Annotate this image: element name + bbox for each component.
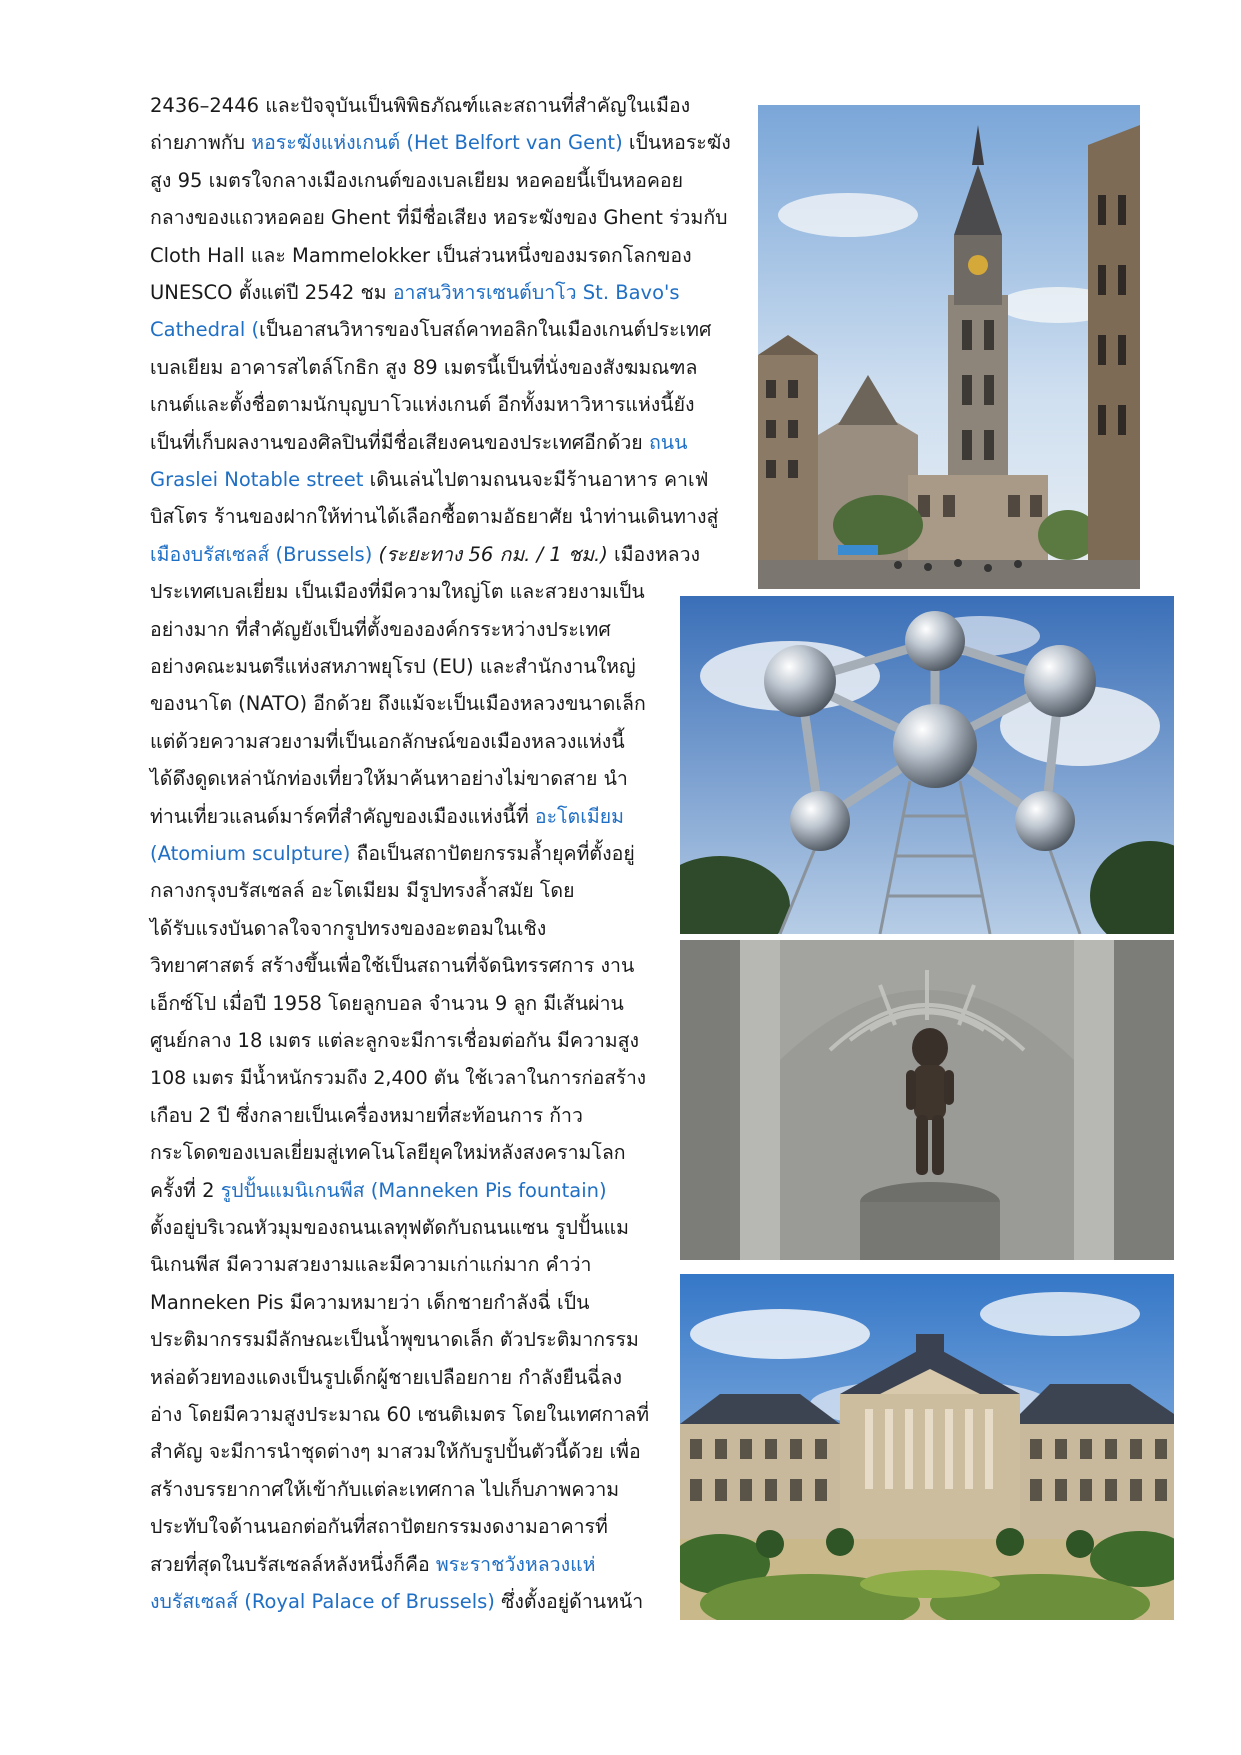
text-line <box>150 1291 650 1315</box>
text-run: แต่ด้วยความสวยงามที่เป็นเอกลักษณ์ของเมืองหลวงแห่งนี้ <box>150 729 625 753</box>
text-run: เป็นอาสนวิหารของโบสถ์คาทอลิกในเมืองเกนต์ประเทศ <box>259 318 712 342</box>
place-link[interactable]: Cathedral ( <box>150 318 260 342</box>
text-line <box>150 1515 650 1539</box>
text-run: วิทยาศาสตร์ สร้างขึ้นเพื่อใช้เป็นสถานที่จัดนิทรรศการ งาน <box>150 954 635 978</box>
ghent-belfry-photo <box>758 105 1140 589</box>
text-line <box>150 805 650 829</box>
text-run: ซึ่งตั้งอยู่ด้านหน้า <box>494 1590 644 1613</box>
text-run: หล่อด้วยทองแดงเป็นรูปเด็กผู้ชายเปลือยกาย กำลังยืนฉี่ลง <box>150 1365 623 1389</box>
text-line <box>150 1553 650 1577</box>
place-link[interactable]: งบรัสเซลส์ (Royal Palace of Brussels) <box>150 1590 495 1613</box>
text-run: ได้ดึงดูดเหล่านักท่องเที่ยวให้มาค้นหาอย่างไม่ขาดสาย นำ <box>150 767 628 791</box>
place-link[interactable]: เมืองบรัสเซลส์ (Brussels) <box>150 542 373 566</box>
text-line <box>150 1403 650 1427</box>
text-run: 108 เมตร มีน้ำหนักรวมถึง 2,400 ตัน ใช้เวลาในการก่อสร้าง <box>150 1067 647 1090</box>
text-run: เมืองหลวง <box>607 542 701 566</box>
place-link[interactable]: Graslei Notable street <box>150 468 364 491</box>
text-line <box>150 505 732 529</box>
text-line <box>150 1029 650 1053</box>
atomium-photo <box>680 596 1174 934</box>
text-line <box>150 1253 650 1277</box>
text-run: ศูนย์กลาง 18 เมตร แต่ละลูกจะมีการเชื่อมต่อกัน มีความสูง <box>150 1029 640 1052</box>
place-link[interactable]: ถนน <box>648 430 688 454</box>
text-run: ถ่ายภาพกับ <box>150 131 252 155</box>
text-line <box>150 842 650 866</box>
text-line <box>150 1216 650 1240</box>
text-line <box>150 1590 650 1614</box>
text-run: อย่างคณะมนตรีแห่งสหภาพยุโรป (EU) และสำนักงานใหญ่ <box>150 655 636 678</box>
text-line <box>150 393 732 417</box>
text-run: เป็นหอระฆัง <box>622 131 731 155</box>
text-run: ครั้งที่ 2 <box>150 1178 221 1202</box>
text-line <box>150 206 732 230</box>
text-line <box>150 580 650 604</box>
text-line <box>150 1366 650 1390</box>
text-line <box>150 1478 650 1502</box>
text-line <box>150 1104 650 1128</box>
text-run: สูง 95 เมตรใจกลางเมืองเกนต์ของเบลเยียม หอคอยนี้เป็นหอคอย <box>150 168 684 192</box>
text-line <box>150 917 650 941</box>
text-run: UNESCO ตั้งแต่ปี 2542 ชม <box>150 281 393 304</box>
text-line <box>150 1440 650 1464</box>
text-line <box>150 767 650 791</box>
text-run: สวยที่สุดในบรัสเซลล์หลังหนึ่งก็คือ <box>150 1552 436 1576</box>
text-run: 2436–2446 และปัจจุบันเป็นพิพิธภัณฑ์และสถานที่สำคัญในเมือง <box>150 94 691 117</box>
text-line <box>150 281 732 305</box>
text-run: กลางกรุงบรัสเซลล์ อะโตเมียม มีรูปทรงล้ำสมัย โดย <box>150 879 575 903</box>
text-run: ประเทศเบลเยี่ยม เป็นเมืองที่มีความใหญ่โต และสวยงามเป็น <box>150 580 645 604</box>
text-run: เอ็กซ์โป เมื่อปี 1958 โดยลูกบอล จำนวน 9 ลูก มีเส้นผ่าน <box>150 991 624 1015</box>
text-line <box>150 1066 650 1090</box>
text-run: อ่าง โดยมีความสูงประมาณ 60 เซนติเมตร โดยในเทศกาลที่ <box>150 1403 650 1426</box>
place-link[interactable]: พระราชวังหลวงแห่ <box>435 1552 596 1576</box>
text-line <box>150 618 650 642</box>
text-run: ตั้งอยู่บริเวณหัวมุมของถนนเลทุฟตัดกับถนนแซน รูปปั้นแม <box>150 1216 629 1239</box>
place-link[interactable]: อาสนวิหารเซนต์บาโว St. Bavo's <box>392 281 680 304</box>
text-run: ประทับใจด้านนอกต่อกันที่สถาปัตยกรรมงดงามอาคารที่ <box>150 1515 608 1539</box>
text-run: อย่างมาก ที่สำคัญยังเป็นที่ตั้งขององค์กรระหว่างประเทศ <box>150 617 611 641</box>
text-line <box>150 879 650 903</box>
text-line <box>150 468 732 492</box>
text-run: นิเกนพีส มีความสวยงามและมีความเก่าแก่มาก คำว่า <box>150 1253 592 1277</box>
text-run: เดินเล่นไปตามถนนจะมีร้านอาหาร คาเฟ่ <box>363 468 709 491</box>
manneken-pis-photo <box>680 940 1174 1260</box>
text-line <box>150 692 650 716</box>
text-run: บิสโตร ร้านของฝากให้ท่านได้เลือกซื้อตามอัธยาศัย นำท่านเดินทางสู่ <box>150 505 719 529</box>
text-run: กลางของแถวหอคอย Ghent ที่มีชื่อเสียง หอระฆังของ Ghent ร่วมกับ <box>150 206 728 230</box>
text-run: ท่านเที่ยวแลนด์มาร์คที่สำคัญของเมืองแห่งนี้ที่ <box>150 804 535 828</box>
text-line <box>150 131 732 155</box>
text-run: สร้างบรรยากาศให้เข้ากับแต่ละเทศกาล ไปเก็บภาพความ <box>150 1477 620 1501</box>
text-run: เกนต์และตั้งชื่อตามนักบุญบาโวแห่งเกนต์ อีกทั้งมหาวิหารแห่งนี้ยัง <box>150 393 695 417</box>
text-run: ประติมากรรมมีลักษณะเป็นน้ำพุขนาดเล็ก ตัวประติมากรรม <box>150 1328 639 1352</box>
text-run: ของนาโต (NATO) อีกด้วย ถึงแม้จะเป็นเมืองหลวงขนาดเล็ก <box>150 692 646 716</box>
royal-palace-photo <box>680 1274 1174 1620</box>
text-run: ถือเป็นสถาปัตยกรรมล้ำยุคที่ตั้งอยู่ <box>350 842 635 865</box>
text-line <box>150 244 732 268</box>
text-line <box>150 543 732 567</box>
text-line <box>150 954 650 978</box>
text-run: ได้รับแรงบันดาลใจจากรูปทรงของอะตอมในเชิง <box>150 916 547 940</box>
place-link[interactable]: รูปปั้นแมนิเกนพีส (Manneken Pis fountain) <box>220 1178 607 1202</box>
place-link[interactable]: อะโตเมียม <box>534 804 624 828</box>
text-run: Cloth Hall และ Mammelokker เป็นส่วนหนึ่งของมรดกโลกของ <box>150 243 692 267</box>
text-line <box>150 1141 650 1165</box>
text-run: เกือบ 2 ปี ซึ่งกลายเป็นเครื่องหมายที่สะท้อนการ ก้าว <box>150 1103 583 1127</box>
text-line <box>150 655 650 679</box>
text-line <box>150 431 732 455</box>
text-line <box>150 1328 650 1352</box>
text-line <box>150 356 732 380</box>
text-run: (ระยะทาง 56 กม. / 1 ชม.) <box>372 542 608 566</box>
place-link[interactable]: (Atomium sculpture) <box>150 842 351 865</box>
text-run: เป็นที่เก็บผลงานของศิลปินที่มีชื่อเสียงคนของประเทศอีกด้วย <box>150 430 649 454</box>
place-link[interactable]: หอระฆังแห่งเกนต์ (Het Belfort van Gent) <box>251 131 623 155</box>
text-line <box>150 169 732 193</box>
text-run: กระโดดของเบลเยี่ยมสู่เทคโนโลยียุคใหม่หลังสงครามโลก <box>150 1141 626 1165</box>
text-run: สำคัญ จะมีการนำชุดต่างๆ มาสวมให้กับรูปปั้นตัวนี้ด้วย เพื่อ <box>150 1440 641 1464</box>
text-run: เบลเยียม อาคารสไตล์โกธิก สูง 89 เมตรนี้เป็นที่นั่งของสังฆมณฑล <box>150 355 698 379</box>
text-line <box>150 318 732 342</box>
text-line <box>150 992 650 1016</box>
text-line <box>150 94 732 118</box>
text-run: Manneken Pis มีความหมายว่า เด็กชายกำลังฉี่ เป็น <box>150 1290 590 1314</box>
text-line <box>150 730 650 754</box>
text-line <box>150 1179 650 1203</box>
